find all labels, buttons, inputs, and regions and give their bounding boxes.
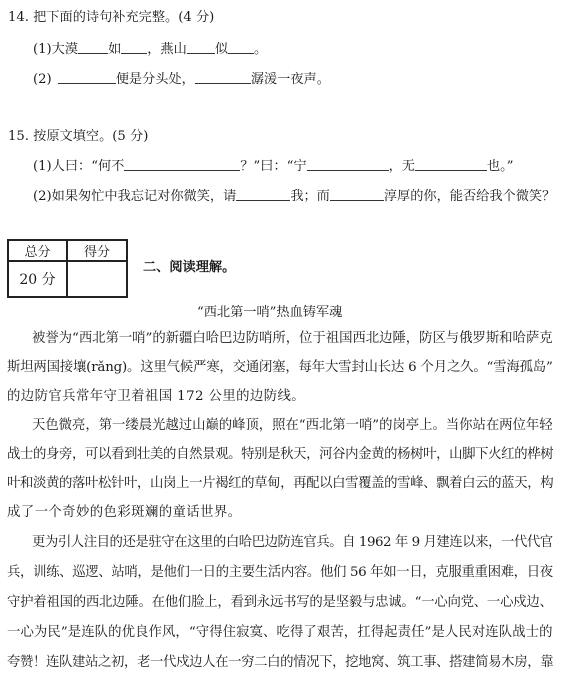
q14-title: 14. 把下面的诗句补充完整。(4 分) — [8, 10, 215, 25]
article-line-5: 战士的身旁，可以看到壮美的自然景观。特别是秋天，河谷内金黄的杨树叶，山脚下火红的桦树 — [7, 447, 554, 462]
q15-blank-5[interactable] — [330, 188, 384, 201]
article-line-3: 的边防官兵常年守卫着祖国 172 公里的边防线。 — [7, 389, 306, 404]
q15-l2-text-b: 我；而 — [290, 189, 330, 204]
article-line-8: 更为引人注目的还是驻守在这里的白哈巴边防连官兵。自 1962 年 9 月建连以来，一代代官 — [32, 535, 553, 550]
section-title: 二、阅读理解。 — [143, 260, 236, 275]
q14-blank-1[interactable] — [78, 41, 108, 54]
q14-l1-text-a: (1)大漠 — [33, 42, 79, 57]
article-line-2: 斯坦两国接壤(rǎng)。这里气候严寒，交通闭塞，每年大雪封山长达 6 个月之久。“雪海孤岛” — [7, 360, 553, 375]
q15-line-1 — [33, 158, 514, 175]
article-line-11: 一心为民”是连队的优良作风，“守得住寂寞、吃得了艰苦，扛得起责任”是人民对连队战士的 — [7, 625, 553, 640]
q15-l2-text-c: 淳厚的你，能否给我个微笑？ — [383, 189, 556, 204]
article-line-1: 被誉为“西北第一哨”的新疆白哈巴边防哨所，位于祖国西北边陲，防区与俄罗斯和哈萨克 — [32, 331, 553, 346]
article-line-4: 天色微亮，第一缕晨光越过山巅的峰顶，照在“西北第一哨”的岗亭上。当你站在两位年轻 — [32, 418, 553, 433]
q14-line-2 — [33, 71, 330, 88]
score-input-cell[interactable] — [67, 261, 127, 297]
q14-l1-text-c: ，燕山 — [147, 42, 187, 57]
q15-title: 15. 按原文填空。(5 分) — [8, 129, 149, 144]
q14-l1-text-d: 似 — [214, 42, 228, 57]
q15-blank-1[interactable] — [124, 158, 240, 171]
q14-blank-2[interactable] — [121, 41, 147, 54]
q15-l1-text-b: ？”曰：“宁 — [240, 159, 307, 174]
q15-blank-4[interactable] — [236, 188, 290, 201]
q14-l2-text-a: (2) — [33, 72, 52, 87]
article-line-9: 兵，训练、巡逻、站哨，是他们一日的主要生活内容。他们 56 年如一日，克服重重困难，日夜 — [7, 565, 553, 580]
score-header-score: 得分 — [67, 240, 127, 261]
q14-line-1 — [33, 41, 267, 58]
score-total-value: 20 分 — [8, 261, 67, 297]
q14-blank-4[interactable] — [228, 41, 254, 54]
q14-l2-text-b: 便是分头处， — [115, 72, 195, 87]
q14-l1-text-b: 如 — [108, 42, 122, 57]
q14-l1-text-e: 。 — [254, 42, 268, 57]
score-table — [7, 239, 128, 298]
q14-blank-3[interactable] — [187, 41, 215, 54]
article-line-6: 叶和淡黄的落叶松针叶，山岗上一片褐红的草甸，再配以白雪覆盖的雪峰、飘着白云的蓝天，构 — [7, 476, 554, 491]
q15-blank-3[interactable] — [415, 158, 487, 171]
q15-l1-text-a: (1)人曰：“何不 — [33, 159, 125, 174]
article-line-10: 守护着祖国的西北边陲。在他们脸上，看到永远书写的是坚毅与忠诚。“一心向党、一心戍边、 — [7, 595, 553, 610]
q14-l2-text-c: 潺湲一夜声。 — [250, 72, 330, 87]
article-line-7: 成了一个奇妙的色彩斑斓的童话世界。 — [7, 505, 242, 520]
q15-l1-text-d: 也。” — [486, 159, 514, 174]
q14-blank-5[interactable] — [58, 71, 116, 84]
q15-line-2 — [33, 188, 555, 205]
article-title: “西北第一哨”热血铸军魂 — [197, 305, 343, 320]
q15-blank-2[interactable] — [307, 158, 389, 171]
score-header-total: 总分 — [8, 240, 67, 261]
q15-l2-text-a: (2)如果匆忙中我忘记对你微笑，请 — [33, 189, 237, 204]
q15-l1-text-c: ，无 — [388, 159, 415, 174]
article-line-12: 夸赞！连队建站之初，老一代戍边人在一穷二白的情况下，挖地窝、筑工事、搭建简易木房，靠 — [7, 655, 554, 670]
q14-blank-6[interactable] — [195, 71, 251, 84]
